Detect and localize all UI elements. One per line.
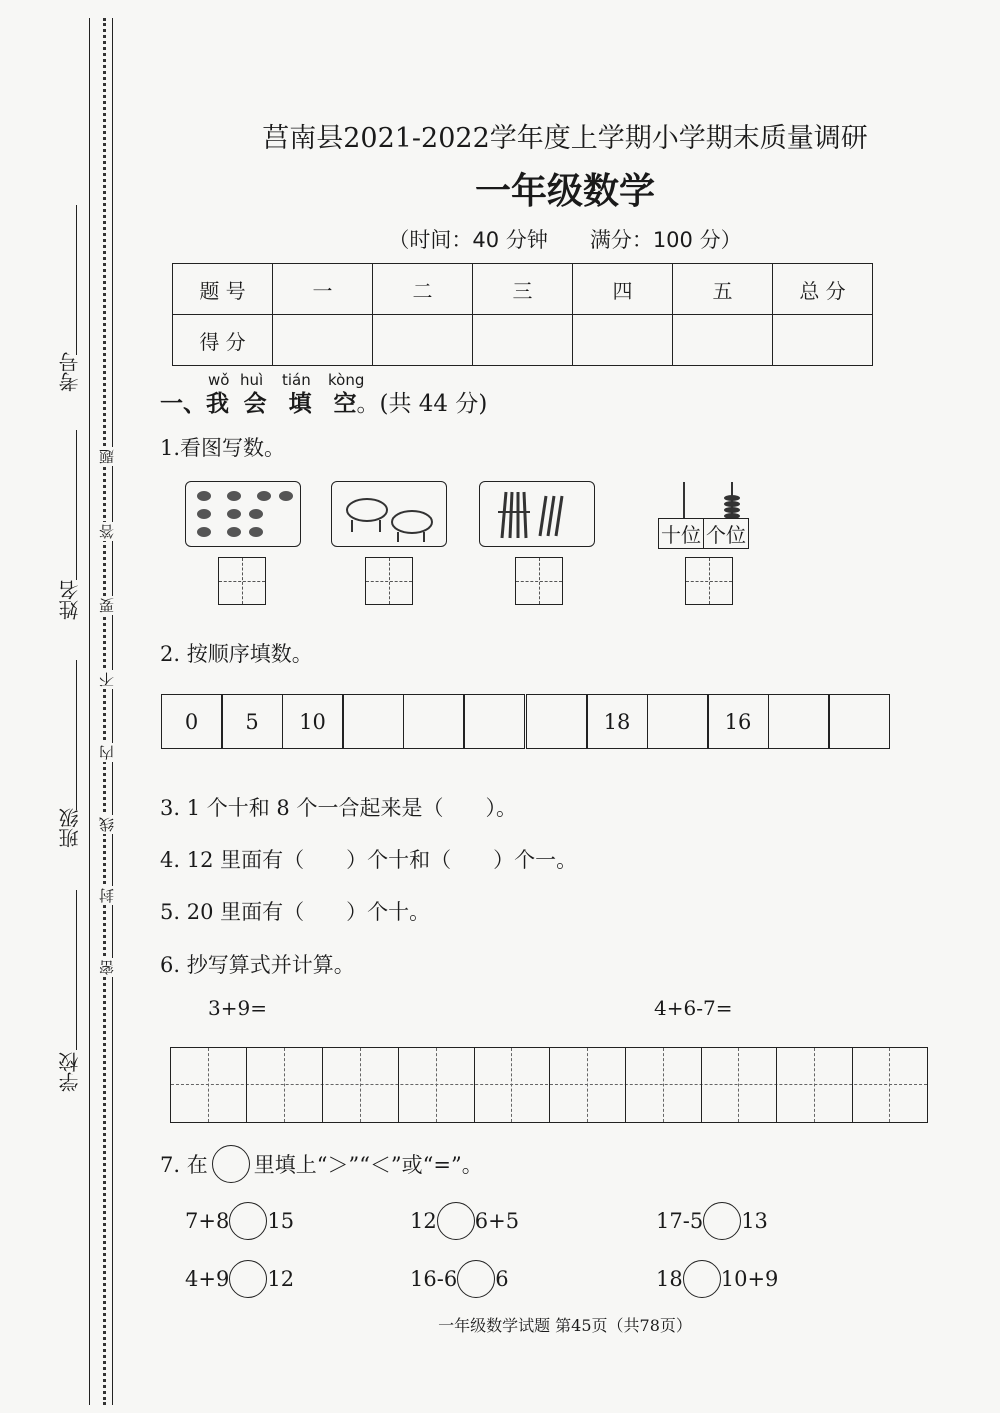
score-cell[interactable] [473, 315, 573, 366]
section-title-char: 填 [288, 390, 312, 417]
exam-number-label: 考号 [58, 352, 82, 392]
compare-right: 6 [495, 1267, 509, 1291]
score-header-cell: 题 号 [173, 264, 273, 315]
compare-circle[interactable] [457, 1260, 495, 1298]
answer-box[interactable] [515, 557, 563, 605]
sequence-blank[interactable] [768, 694, 830, 749]
question-7-prefix: 7. 在 [160, 1153, 208, 1177]
sequence-cell: 10 [282, 694, 344, 749]
answer-box[interactable] [685, 557, 733, 605]
score-header-cell: 一 [273, 264, 373, 315]
score-header-row [173, 264, 873, 315]
compare-item [656, 1202, 768, 1240]
compare-item [410, 1260, 509, 1298]
ones-label: 个位 [706, 523, 746, 547]
grid-line [701, 1048, 702, 1122]
expression-2: 4+6-7= [654, 996, 733, 1020]
class-label: 班级 [58, 808, 82, 848]
sequence-blank[interactable] [403, 694, 465, 749]
school-label: 学校 [58, 1052, 82, 1092]
grid-line [625, 1048, 626, 1122]
cows-picture [331, 481, 447, 547]
grid-line [474, 1048, 475, 1122]
compare-item [185, 1202, 294, 1240]
question-3: 3. 1 个十和 8 个一合起来是（ ）。 [160, 796, 517, 820]
pinyin: tián [282, 371, 311, 389]
question-4: 4. 12 里面有（ ）个十和（ ）个一。 [160, 848, 578, 872]
answer-box[interactable] [218, 557, 266, 605]
grid-dash [436, 1048, 437, 1122]
question-7 [160, 1145, 483, 1183]
sticks-picture [479, 481, 595, 547]
sequence-blank[interactable] [526, 694, 588, 749]
page-footer: 一年级数学试题 第45页（共78页） [438, 1316, 692, 1335]
compare-left: 16-6 [410, 1267, 458, 1291]
subject-title: 一年级数学 [474, 171, 655, 212]
score-cell[interactable] [573, 315, 673, 366]
grid-dash [814, 1048, 815, 1122]
grid-dash [284, 1048, 285, 1122]
seal-char: 答 [98, 524, 116, 539]
grid-dash [738, 1048, 739, 1122]
score-cell[interactable] [273, 315, 373, 366]
seal-char: 不 [98, 672, 116, 687]
question-5: 5. 20 里面有（ ）个十。 [160, 900, 431, 924]
answer-box[interactable] [365, 557, 413, 605]
compare-right: 13 [741, 1209, 768, 1233]
section-points: 。(共 44 分) [356, 391, 488, 417]
score-header-cell: 二 [373, 264, 473, 315]
name-label: 姓名 [58, 580, 82, 620]
compare-right: 10+9 [720, 1267, 779, 1291]
compare-left: 18 [656, 1267, 683, 1291]
grid-dash [663, 1048, 664, 1122]
score-cell[interactable] [773, 315, 873, 366]
score-header-cell: 四 [573, 264, 673, 315]
score-table [172, 263, 873, 366]
question-1: 1.看图写数。 [160, 436, 286, 460]
compare-left: 12 [410, 1209, 437, 1233]
compare-right: 15 [267, 1209, 295, 1233]
grid-line [852, 1048, 853, 1122]
compare-circle[interactable] [229, 1202, 267, 1240]
grid-dash [360, 1048, 361, 1122]
compare-left: 4+9 [185, 1267, 230, 1291]
expression-1: 3+9= [208, 996, 267, 1020]
exam-title: 莒南县2021-2022学年度上学期小学期末质量调研 [262, 123, 868, 154]
name-line [76, 430, 77, 580]
seal-char: 内 [98, 745, 116, 760]
grid-line [322, 1048, 323, 1122]
compare-right: 12 [267, 1267, 295, 1291]
section-title-char: 空 [333, 390, 357, 417]
class-line [76, 660, 77, 810]
compare-circle[interactable] [437, 1202, 475, 1240]
compare-item [185, 1260, 294, 1298]
question-6: 6. 抄写算式并计算。 [160, 953, 355, 977]
sequence-blank[interactable] [342, 694, 404, 749]
compare-left: 7+8 [185, 1209, 230, 1233]
bundle-sticks-icon [480, 482, 594, 546]
grid-dash [889, 1048, 890, 1122]
sequence-blank[interactable] [463, 694, 525, 749]
score-header-cell: 总 分 [773, 264, 873, 315]
compare-left: 17-5 [656, 1209, 704, 1233]
exam-info: （时间：40 分钟 满分：100 分） [388, 228, 742, 252]
seal-char: 要 [98, 598, 116, 613]
cow-icon [332, 482, 446, 546]
grid-dash [208, 1048, 209, 1122]
question-7-suffix: 里填上“＞”“＜”或“=”。 [253, 1153, 483, 1177]
compare-right: 6+5 [474, 1209, 520, 1233]
section-1-title [160, 385, 487, 418]
sequence-left [162, 694, 525, 749]
grid-dash [511, 1048, 512, 1122]
pinyin: wǒ [208, 371, 230, 389]
section-title-char: 会 [243, 390, 267, 417]
score-header-cell: 三 [473, 264, 573, 315]
compare-item [410, 1202, 519, 1240]
question-2: 2. 按顺序填数。 [160, 642, 313, 666]
score-value-row [173, 315, 873, 366]
pinyin: huì [240, 371, 264, 389]
score-row-label: 得 分 [173, 315, 273, 366]
seal-char: 密 [98, 960, 116, 975]
sequence-cell: 0 [161, 694, 223, 749]
sequence-blank[interactable] [828, 694, 890, 749]
grid-line [398, 1048, 399, 1122]
compare-circle[interactable] [703, 1202, 741, 1240]
seal-char: 封 [98, 888, 116, 903]
writing-grid[interactable] [170, 1047, 928, 1123]
sequence-cell: 5 [221, 694, 283, 749]
section-title-char: 我 [206, 390, 229, 417]
sequence-blank[interactable] [647, 694, 709, 749]
grid-line [549, 1048, 550, 1122]
mouse-icon [186, 482, 300, 546]
seal-char: 题 [98, 449, 116, 464]
sequence-cell: 18 [586, 694, 648, 749]
grid-dash [587, 1048, 588, 1122]
compare-circle[interactable] [683, 1260, 721, 1298]
school-line [76, 890, 77, 1050]
score-header-cell: 五 [673, 264, 773, 315]
grid-line [246, 1048, 247, 1122]
compare-circle[interactable] [229, 1260, 267, 1298]
grid-line [776, 1048, 777, 1122]
section-number: 一、 [160, 390, 206, 417]
abacus-base [658, 518, 749, 549]
circle-icon [212, 1145, 250, 1183]
sequence-right [527, 694, 890, 749]
score-cell[interactable] [673, 315, 773, 366]
mice-picture [185, 481, 301, 547]
compare-item [656, 1260, 778, 1298]
tens-label: 十位 [659, 519, 704, 548]
sequence-cell: 16 [707, 694, 769, 749]
pinyin: kòng [328, 371, 365, 389]
seal-char: 线 [98, 817, 116, 832]
score-cell[interactable] [373, 315, 473, 366]
